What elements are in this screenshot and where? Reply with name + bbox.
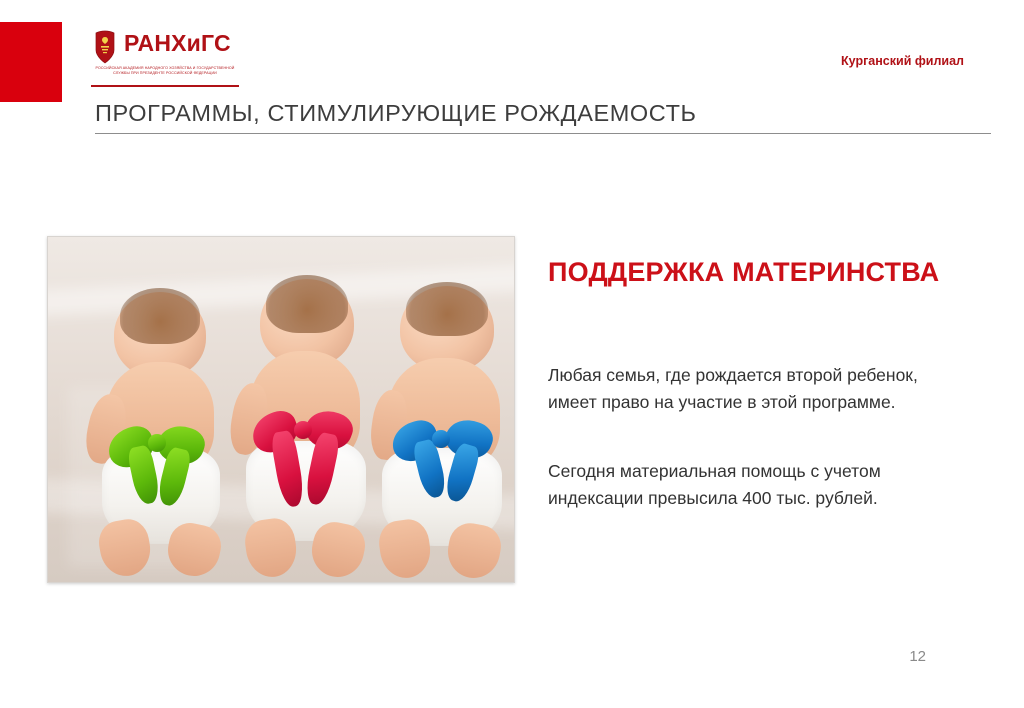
accent-block: [0, 22, 62, 102]
logo-full-name: РОССИЙСКАЯ АКАДЕМИЯ НАРОДНОГО ХОЗЯЙСТВА И ГОСУДАРСТВЕННОЙ СЛУЖБЫ ПРИ ПРЕЗИДЕНТЕ РОССИЙСКОЙ ФЕДЕРАЦИИ: [95, 66, 235, 76]
page-number: 12: [909, 648, 926, 665]
content-heading: ПОДДЕРЖКА МАТЕРИНСТВА: [548, 257, 940, 287]
slide-header: [0, 0, 1024, 140]
logo-acronym: РАНХиГС: [124, 30, 231, 56]
green-bow-icon: [110, 422, 210, 522]
coat-of-arms-icon: [90, 30, 120, 64]
page-title: ПРОГРАММЫ, СТИМУЛИРУЮЩИЕ РОЖДАЕМОСТЬ: [95, 100, 697, 126]
branch-label: Курганский филиал: [841, 54, 964, 68]
baby-with-green-bow: [76, 262, 226, 582]
content-paragraph-2: Сегодня материальная помощь с учетом индексации превысила 400 тыс. рублей.: [548, 461, 881, 508]
logo-divider: [91, 85, 239, 87]
baby-with-blue-bow: [348, 262, 504, 582]
blue-bow-icon: [394, 418, 498, 522]
pink-bow-icon: [256, 409, 356, 519]
photo-canvas: [48, 237, 514, 582]
baby-with-pink-bow: [216, 257, 366, 582]
slide-photo: [47, 236, 515, 583]
ranepa-logo: [90, 30, 240, 88]
content-paragraph-1: Любая семья, где рождается второй ребенок, имеет право на участие в этой программе.: [548, 365, 918, 412]
title-divider: [95, 133, 991, 134]
